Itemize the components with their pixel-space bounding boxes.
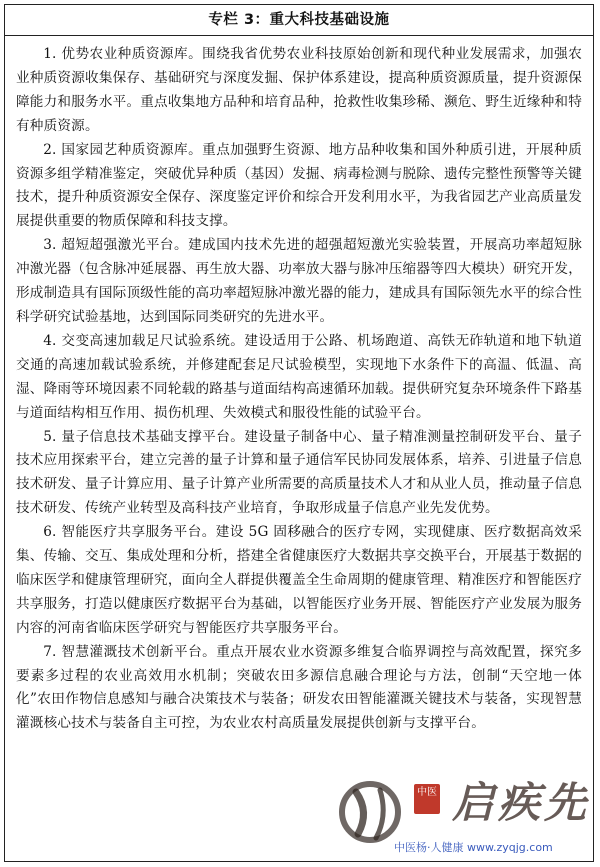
column-content [5,36,593,736]
column-box [4,4,594,862]
paragraph-2: 2. 国家园艺种质资源库。重点加强野生资源、地方品种收集和国外种质引进，开展种质资源多组学精准鉴定，突破优异种质（基因）发掘、病毒检测与脱除、遗传完整性预警等关键技术，提升种质资源安全保存、深度鉴定评价和综合开发利用水平，为我省园艺产业高质量发展提供重要的物质保障和科技支撑。 [16,141,582,230]
paragraph-6: 6. 智能医疗共享服务平台。建设 5G 固移融合的医疗专网，实现健康、医疗数据高效采集、传输、交互、集成处理和分析，搭建全省健康医疗大数据共享交换平台，开展基于数据的临床医学和健康管理研究，面向全人群提供覆盖全生命周期的健康管理、精准医疗和智能医疗共享服务，打造以健康医疗数据平台为基础，以智能医疗业务开展、智能医疗产业发展为服务内容的河南省临床医学研究与智能医疗共享服务平台。 [16,524,582,636]
paragraph-3: 3. 超短超强激光平台。建成国内技术先进的超强超短激光实验装置，开展高功率超短脉冲激光器（包含脉冲延展器、再生放大器、功率放大器与脉冲压缩器等四大模块）研究开发，形成制造具有国际顶级性能的高功率超短脉冲激光器的能力，建成具有国际领先水平的综合性科学研究试验基地，达到国际同类研究的先进水平。 [16,237,582,325]
watermark-site: 中医杨·人健康 www.zyqjg.com [394,841,553,854]
paragraph-7: 7. 智慧灌溉技术创新平台。重点开展农业水资源多维复合临界调控与高效配置，探究多要素多过程的农业高效用水机制；突破农田多源信息融合理论与方法，创制“天空地一体化”农田作物信息感知与融合决策技术与装备；研发农田智能灌溉关键技术与装备，实现智慧灌溉核心技术与装备自主可控，为农业农村高质量发展提供创新与支撑平台。 [16,643,582,732]
watermark-name: 启疾先 [452,778,591,827]
paragraph-1: 1. 优势农业种质资源库。围绕我省优势农业科技原始创新和现代种业发展需求，加强农业种质资源收集保存、基础研究与深度发掘、保护体系建设，提高种质资源质量，提升资源保障能力和服务水平。重点收集地方品种和培育品种，抢救性收集珍稀、濒危、野生近缘种和特有种质资源。 [16,46,582,134]
paragraph-5: 5. 量子信息技术基础支撑平台。建设量子制备中心、量子精准测量控制研发平台、量子技术应用探索平台，建立完善的量子计算和量子通信军民协同发展体系，培养、引进量子信息技术研发、量子计算应用、量子计算产业所需要的高质量技术人才和从业人员，推动量子信息技术研发、传统产业转型及高科技产业培育，争取形成量子信息产业先发优势。 [16,428,582,517]
column-title: 专栏 3：重大科技基础设施 [5,5,593,36]
watermark-seal: 中医 [414,784,440,814]
paragraph-4: 4. 交变高速加载足尺试验系统。建设适用于公路、机场跑道、高铁无砟轨道和地下轨道交通的高速加载试验系统，并修建配套足尺试验模型，实现地下水条件下的高温、低温、高湿、降雨等环境因素不同轮载的路基与道面结构高速循环加载。提供研究复杂环境条件下路基与道面结构相互作用、损伤机理、失效模式和服役性能的试验平台。 [16,332,582,421]
